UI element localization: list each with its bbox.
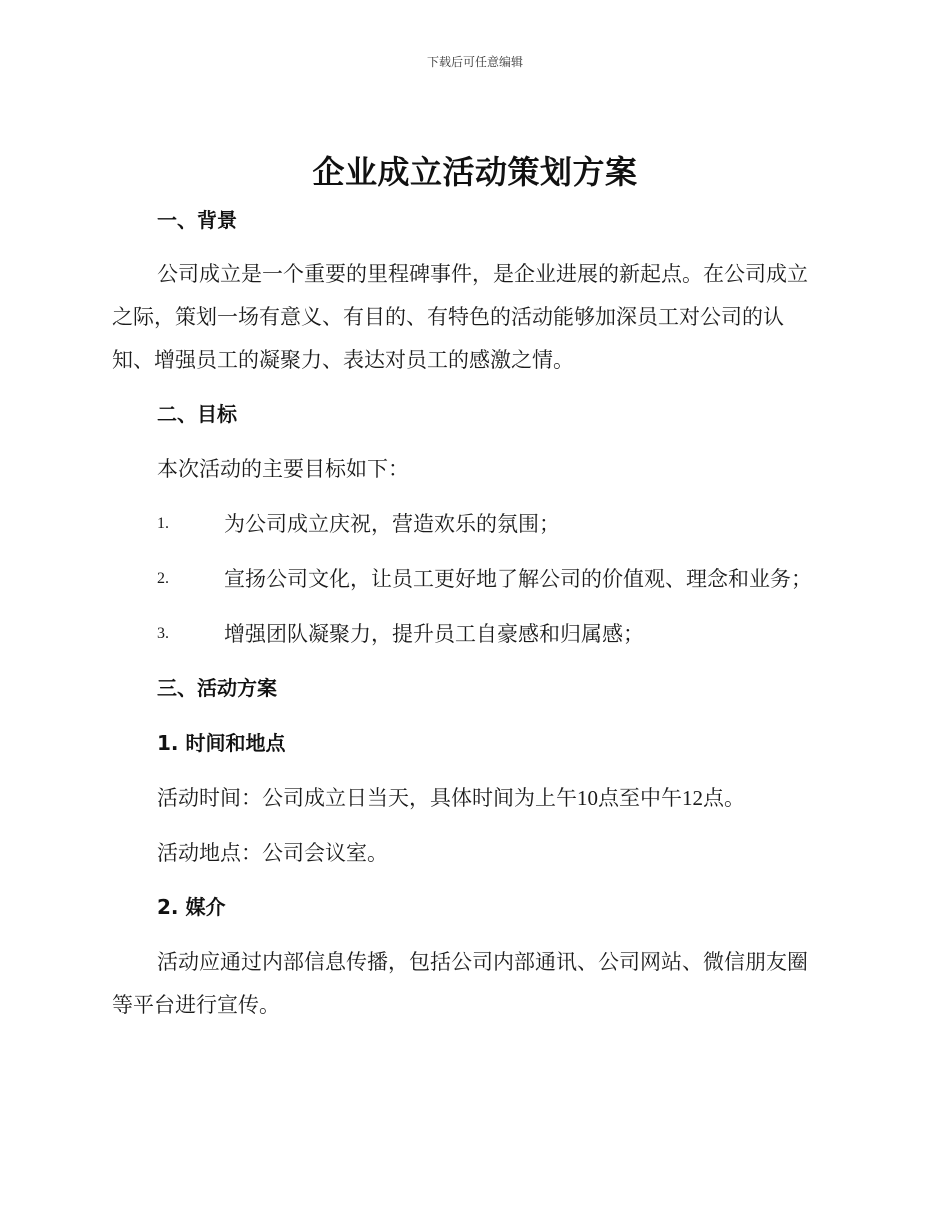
paragraph-line: 等平台进行宣传。 [112, 993, 280, 1017]
list-item: 增强团队凝聚力，提升员工自豪感和归属感； [224, 622, 644, 646]
paragraph-line: 活动应通过内部信息传播，包括公司内部通讯、公司网站、微信朋友圈 [157, 950, 808, 974]
list-number: 3. [157, 625, 169, 642]
section-heading-background: 一、背景 [157, 208, 237, 232]
list-item: 宣扬公司文化，让员工更好地了解公司的价值观、理念和业务； [224, 567, 812, 591]
activity-time: 活动时间：公司成立日当天，具体时间为上午10点至中午12点。 [157, 786, 745, 810]
list-item: 为公司成立庆祝，营造欢乐的氛围； [224, 512, 560, 536]
document-title: 企业成立活动策划方案 [312, 153, 638, 191]
goals-intro: 本次活动的主要目标如下： [157, 457, 409, 481]
paragraph-line: 知、增强员工的凝聚力、表达对员工的感激之情。 [112, 348, 574, 372]
header-note: 下载后可任意编辑 [426, 55, 523, 69]
subsection-heading-time-place: 1. 时间和地点 [157, 731, 286, 755]
subsection-heading-media: 2. 媒介 [157, 895, 226, 919]
list-number: 1. [157, 515, 169, 532]
activity-place: 活动地点：公司会议室。 [157, 841, 388, 865]
section-heading-plan: 三、活动方案 [157, 676, 277, 700]
paragraph-line: 之际，策划一场有意义、有目的、有特色的活动能够加深员工对公司的认 [112, 305, 784, 329]
section-heading-goals: 二、目标 [157, 402, 237, 426]
list-number: 2. [157, 570, 169, 587]
paragraph-line: 公司成立是一个重要的里程碑事件，是企业进展的新起点。在公司成立 [157, 262, 808, 286]
